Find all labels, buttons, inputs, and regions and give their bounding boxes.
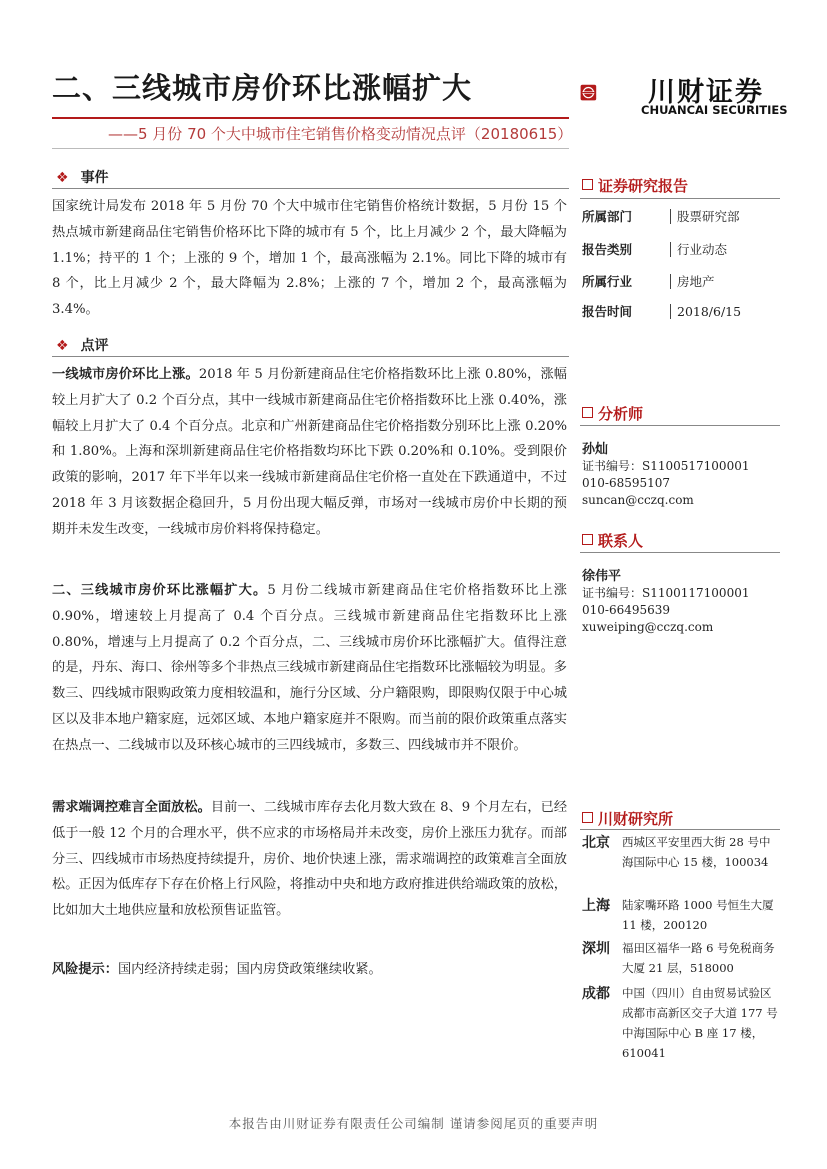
contact-name: 徐伟平 [582,569,622,584]
analyst-phone: 010-68595107 [582,476,671,490]
institute-divider [580,829,780,830]
info-row-date: 报告时间 2018/6/15 [582,304,742,319]
contact-divider [580,552,780,553]
chuancai-logo-icon [580,64,640,120]
logo-name: 川财证券 [648,77,764,108]
analyst-cert: 证书编号：S1100517100001 [582,459,750,473]
risk-lead: 风险提示： [52,962,118,977]
diamond-bullet-icon: ❖ [56,170,69,186]
report-divider [580,198,780,199]
analyst-heading: 分析师 [582,403,643,424]
square-bullet-icon [582,812,593,823]
event-divider [52,188,569,189]
comment-heading: ❖ 点评 [56,338,109,354]
contact-heading: 联系人 [582,530,643,551]
page-footer: 本报告由川财证券有限责任公司编制 谨请参阅尾页的重要声明 [228,1116,599,1131]
square-bullet-icon [582,534,593,545]
logo-bar-inner-shape [582,92,594,93]
comment-paragraph-tier1: 一线城市房价环比上涨。2018 年 5 月份新建商品住宅价格指数环比上涨 0.80%，涨幅较上月扩大了 0.2 个百分点，其中一线城市新建商品住宅价格指数环比上涨 0.40%，涨幅较上月扩大了 0.4 个百分点。北京和广州新建商品住宅价格指数分别环比上涨 0.20%和 1.80%。上海和深圳新建商品住宅价格指数均环比下跌 0.20%和 0.10%。受到限价政策的影响，2017 年下半年以来一线城市新建商品住宅价格一直处在下跌通道中，不过 2018 年 3 月该数据企稳回升，5 月份出现大幅反弹，市场对一线城市房价中长期的预期并未发生改变，一线城市房价料将保持稳定。 [52,367,567,537]
comment-paragraph-tier23: 二、三线城市房价环比涨幅扩大。5 月份二线城市新建商品住宅价格指数环比上涨 0.90%，增速较上月提高了 0.4 个百分点。三线城市新建商品住宅指数环比上涨 0.80%，增速与上月提高了 0.2 个百分点，二、三线城市房价环比涨幅扩大。值得注意的是，丹东、海口、徐州等多个非热点三线城市新建商品住宅指数环比涨幅较为明显。多数三、四线城市限购政策力度相较温和，施行分区域、分户籍限购，即限购仅限于中心城区以及非本地户籍家庭，远郊区域、本地户籍家庭并不限购。而当前的限价政策重点落实在热点一、二线城市以及环核心城市的三四线城市，多数三、四线城市并不限价。 [52,583,567,753]
info-row-industry: 所属行业 房地产 [582,274,715,289]
comment-paragraph-demand: 需求端调控难言全面放松。目前一、二线城市库存去化月数大致在 8、9 个月左右，已经低于一般 12 个月的合理水平，供不应求的市场格局并未改变，房价上涨压力犹存。而部分三、四线城市市场热度持续提升，房价、地价快速上涨，需求端调控的政策难言全面放松。正因为低库存下存在价格上行风险，将推动中央和地方政府推进供给端政策的放松，比如加大土地供应量和放松预售证监管。 [52,800,568,919]
comment-divider [52,356,569,357]
event-paragraph: 国家统计局发布 2018 年 5 月份 70 个大中城市住宅销售价格统计数据，5 月份 15 个热点城市新建商品住宅销售价格环比下降的城市有 5 个，比上月减少 2 个，最大降幅为 1.1%；持平的 1 个；上涨的 9 个，增加 1 个，最高涨幅为 2.1%。同比下降的城市有 8 个，比上月减少 2 个，最大降幅为 2.8%；上涨的 7 个，增加 2 个，最高涨幅为 3.4%。 [52,199,567,318]
analyst-divider [580,425,780,426]
analyst-email[interactable]: suncan@cczq.com [582,493,694,507]
logo-english: CHUANCAI SECURITIES [641,103,788,117]
analyst-card [582,441,749,509]
title-divider [52,117,569,119]
square-bullet-icon [582,179,593,190]
contact-phone: 010-66495639 [582,603,671,617]
diamond-bullet-icon: ❖ [56,338,69,354]
contact-cert: 证书编号：S1100117100001 [582,586,750,600]
page-subtitle: ——5 月份 70 个大中城市住宅销售价格变动情况点评（20180615） [108,125,573,143]
square-bullet-icon [582,407,593,418]
paragraph-lead: 二、三线城市房价环比涨幅扩大。 [52,583,268,598]
page-title: 二、三线城市房价环比涨幅扩大 [52,71,473,105]
subtitle-divider [52,148,569,149]
event-heading: ❖ 事件 [56,170,109,186]
risk-paragraph: 风险提示：国内经济持续走弱；国内房贷政策继续收紧。 [52,962,382,977]
paragraph-lead: 需求端调控难言全面放松。 [52,800,211,815]
paragraph-lead: 一线城市房价环比上涨。 [52,367,199,382]
info-row-department: 所属部门 股票研究部 [582,209,740,224]
report-heading: 证券研究报告 [582,175,688,196]
contact-email[interactable]: xuweiping@cczq.com [582,620,714,634]
institute-heading: 川财研究所 [582,808,673,829]
analyst-name: 孙灿 [582,442,609,457]
contact-card [582,568,749,636]
info-row-category: 报告类别 行业动态 [582,242,728,257]
